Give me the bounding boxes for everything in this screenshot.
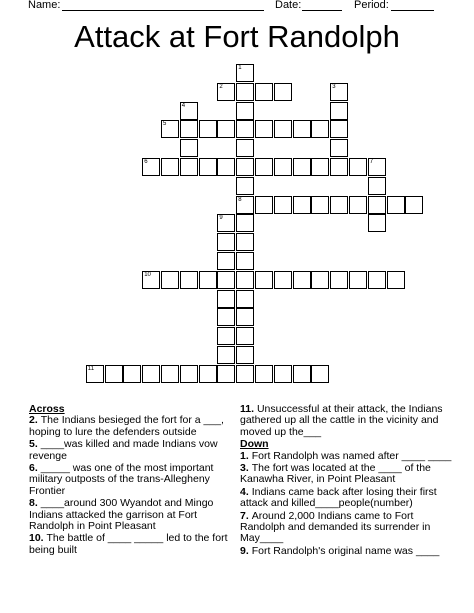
across-clue-list: [29, 415, 234, 556]
clue-item-number: 7.: [240, 509, 252, 522]
crossword-cell[interactable]: [199, 120, 217, 138]
clues-right-column: [240, 404, 452, 558]
crossword-cell[interactable]: [199, 365, 217, 383]
crossword-cell[interactable]: [123, 365, 141, 383]
crossword-cell[interactable]: [368, 271, 386, 289]
clue-number: 2: [219, 83, 223, 90]
page-title: Attack at Fort Randolph: [74, 19, 400, 54]
crossword-cell[interactable]: [405, 196, 423, 214]
crossword-cell[interactable]: [349, 271, 367, 289]
clue-item-number: 2.: [29, 414, 41, 427]
crossword-cell[interactable]: [387, 196, 405, 214]
clue-item: [240, 511, 452, 545]
clue-item-text: The fort was located at the ____ of the Kanawha River, in Point Pleasant: [240, 462, 431, 486]
crossword-cell[interactable]: [236, 177, 254, 195]
crossword-cell[interactable]: [311, 158, 329, 176]
crossword-cell[interactable]: [217, 365, 235, 383]
crossword-cell[interactable]: [236, 102, 254, 120]
crossword-cell[interactable]: [255, 196, 273, 214]
crossword-cell[interactable]: [236, 139, 254, 157]
clue-item: [29, 463, 234, 497]
crossword-cell[interactable]: [349, 196, 367, 214]
crossword-cell[interactable]: [255, 120, 273, 138]
across-heading: Across: [29, 403, 65, 415]
crossword-cell[interactable]: [217, 158, 235, 176]
clue-item-text: _____ was one of the most important military outposts of the trans-Allegheny Frontier: [29, 462, 214, 497]
crossword-cell[interactable]: [368, 214, 386, 232]
clue-item: [29, 439, 234, 462]
crossword-cell[interactable]: [142, 271, 160, 289]
crossword-cell[interactable]: [217, 346, 235, 364]
crossword-cell[interactable]: [161, 271, 179, 289]
crossword-cell[interactable]: [236, 365, 254, 383]
clue-item-number: 5.: [29, 438, 41, 451]
crossword-cell[interactable]: [236, 214, 254, 232]
clue-item-number: 11.: [240, 403, 257, 415]
period-label: Period:: [354, 0, 389, 11]
crossword-cell[interactable]: [180, 271, 198, 289]
clue-item-text: The Indians besieged the fort for a ___, hoping to lure the defenders outside: [29, 414, 224, 438]
crossword-cell[interactable]: [330, 271, 348, 289]
clue-item: [240, 546, 452, 557]
crossword-cell[interactable]: [86, 365, 104, 383]
crossword-cell[interactable]: [274, 271, 292, 289]
clue-item: [240, 463, 452, 486]
clue-item-text: Fort Randolph's original name was ____: [251, 544, 440, 557]
crossword-cell[interactable]: [161, 365, 179, 383]
crossword-cell[interactable]: [330, 83, 348, 101]
crossword-cell[interactable]: [180, 139, 198, 157]
crossword-cell[interactable]: [368, 158, 386, 176]
crossword-cell[interactable]: [180, 158, 198, 176]
crossword-cell[interactable]: [199, 158, 217, 176]
clue-item-number: 8.: [29, 497, 41, 510]
crossword-cell[interactable]: [236, 196, 254, 214]
clue-item-text: The battle of ____ _____ led to the fort being built: [29, 532, 228, 556]
clue-item-text: Indians came back after losing their first attack and killed____people(number): [240, 485, 437, 510]
crossword-cell[interactable]: [217, 271, 235, 289]
clue-item: [240, 451, 452, 462]
clue-item: [29, 415, 234, 438]
name-label: Name:: [28, 0, 61, 11]
crossword-cell[interactable]: [368, 177, 386, 195]
crossword-cell[interactable]: [274, 83, 292, 101]
clue-item-text: ____was killed and made Indians vow revenge: [29, 438, 218, 462]
crossword-cell[interactable]: [142, 365, 160, 383]
crossword-cell[interactable]: [274, 196, 292, 214]
clue-number: 1: [238, 65, 242, 71]
crossword-cell[interactable]: [330, 139, 348, 157]
across-clue-list-continued: [240, 404, 452, 438]
crossword-cell[interactable]: [274, 365, 292, 383]
crossword-cell[interactable]: [293, 271, 311, 289]
crossword-cell[interactable]: [236, 346, 254, 364]
crossword-cell[interactable]: [311, 120, 329, 138]
crossword-cell[interactable]: [217, 214, 235, 232]
crossword-cell[interactable]: [330, 158, 348, 176]
clues-left-column: [29, 404, 234, 557]
crossword-cell[interactable]: [236, 120, 254, 138]
clue-item-text: Around 2,000 Indians came to Fort Randolph and demanded its surrender in May____: [240, 509, 431, 545]
crossword-cell[interactable]: [236, 271, 254, 289]
crossword-cell[interactable]: [330, 102, 348, 120]
crossword-cell[interactable]: [330, 120, 348, 138]
crossword-cell[interactable]: [142, 158, 160, 176]
crossword-cell[interactable]: [217, 308, 235, 326]
clue-item-text: ____around 300 Wyandot and Mingo Indians attacked the garrison at Fort Randolph in Point Pleasant: [29, 497, 214, 533]
crossword-cell[interactable]: [105, 365, 123, 383]
clue-item-number: 3.: [240, 462, 252, 475]
crossword-cell[interactable]: [293, 365, 311, 383]
crossword-cell[interactable]: [161, 120, 179, 138]
clue-number: 10: [144, 271, 151, 278]
crossword-cell[interactable]: [236, 83, 254, 101]
clue-number: 3: [332, 83, 336, 90]
crossword-cell[interactable]: [180, 365, 198, 383]
clue-item-number: 4.: [240, 485, 252, 498]
crossword-cell[interactable]: [199, 271, 217, 289]
crossword-cell[interactable]: [293, 158, 311, 176]
crossword-cell[interactable]: [387, 271, 405, 289]
crossword-cell[interactable]: [217, 252, 235, 270]
crossword-cell[interactable]: [217, 290, 235, 308]
clue-item: [29, 498, 234, 532]
crossword-cell[interactable]: [293, 196, 311, 214]
clue-number: 4: [181, 102, 186, 109]
date-label: Date:: [275, 0, 302, 11]
crossword-cell[interactable]: [236, 233, 254, 251]
clue-item-number: 9.: [240, 544, 252, 557]
crossword-cell[interactable]: [236, 158, 254, 176]
crossword-cell[interactable]: [311, 271, 329, 289]
clue-item-number: 10.: [29, 532, 47, 545]
clue-number: 8: [238, 196, 242, 203]
crossword-cell[interactable]: [311, 196, 329, 214]
crossword-cell[interactable]: [255, 271, 273, 289]
crossword-cell[interactable]: [217, 120, 235, 138]
clue-number: 5: [163, 121, 167, 128]
crossword-cell[interactable]: [236, 290, 254, 308]
clue-item-number: 1.: [240, 449, 252, 462]
crossword-cell[interactable]: [255, 365, 273, 383]
clue-number: 6: [144, 159, 148, 165]
crossword-cell[interactable]: [368, 196, 386, 214]
crossword-cell[interactable]: [236, 327, 254, 345]
clue-item: [240, 487, 452, 510]
down-heading: Down: [240, 438, 269, 451]
crossword-cell[interactable]: [236, 252, 254, 270]
clue-item-text: Fort Randolph was named after ____ ____: [251, 449, 452, 462]
crossword-cell[interactable]: [274, 158, 292, 176]
crossword-cell[interactable]: [293, 120, 311, 138]
crossword-cell[interactable]: [255, 158, 273, 176]
crossword-cell[interactable]: [161, 158, 179, 176]
down-clue-list: [240, 451, 452, 558]
clue-item-number: 6.: [29, 462, 41, 475]
crossword-cell[interactable]: [311, 365, 329, 383]
crossword-cell[interactable]: [180, 102, 198, 120]
clue-number: 7: [369, 159, 374, 165]
clue-number: 11: [87, 365, 95, 372]
crossword-cell[interactable]: [217, 327, 235, 345]
clue-item: [240, 404, 452, 438]
crossword-cell[interactable]: [330, 196, 348, 214]
crossword-cell[interactable]: [217, 83, 235, 101]
crossword-cell[interactable]: [349, 158, 367, 176]
crossword-cell[interactable]: [274, 120, 292, 138]
clue-item: [29, 533, 234, 556]
crossword-cell[interactable]: [180, 120, 198, 138]
clue-number: 9: [219, 215, 223, 222]
crossword-cell[interactable]: [236, 64, 254, 82]
crossword-cell[interactable]: [217, 233, 235, 251]
clue-item-text: Unsuccessful at their attack, the Indians gathered up all the cattle in the vicinity and moved up the___: [240, 403, 443, 438]
crossword-cell[interactable]: [255, 83, 273, 101]
crossword-cell[interactable]: [236, 308, 254, 326]
